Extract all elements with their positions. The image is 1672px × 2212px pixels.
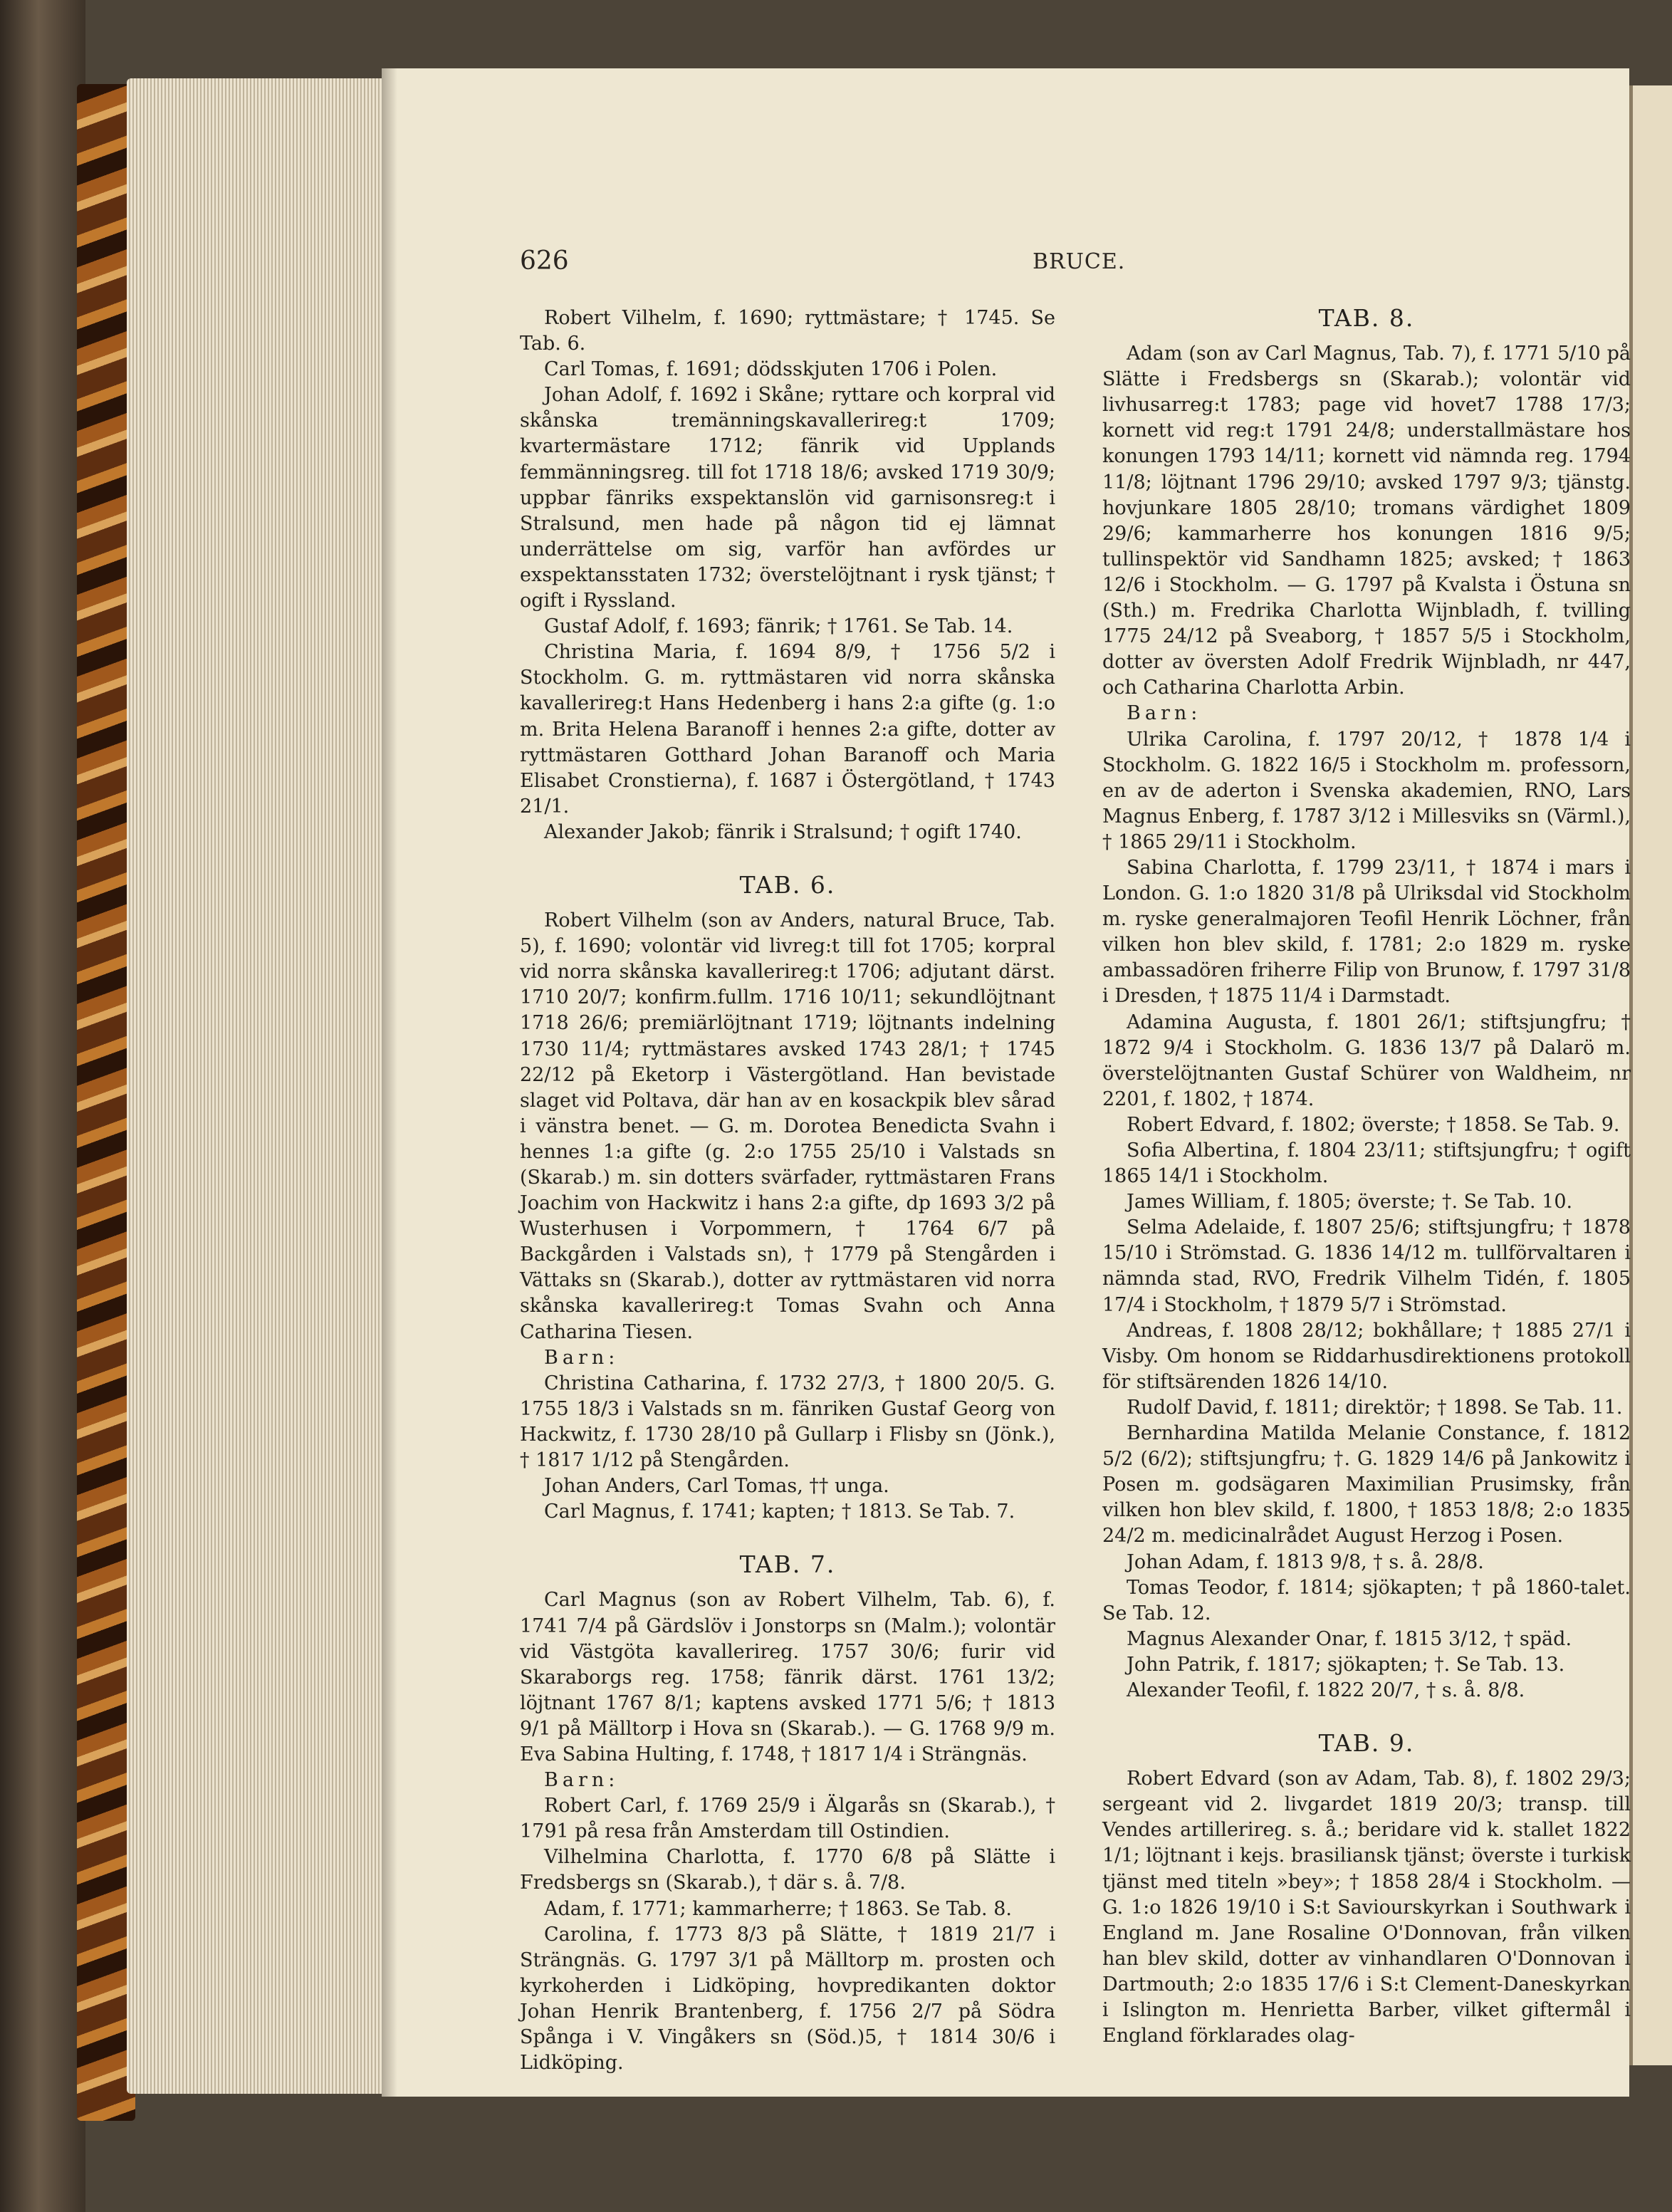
twin-johan-anders: Johan Anders, (544, 1475, 681, 1498)
tab8-child-sabina-charlotta: Sabina Charlotta, f. 1799 23/11, † 1874 i mars i London. G. 1:o 1820 31/8 på Ulriksdal vid Stockholm m. ryske generalmajoren Teofil Henrik Löchner, från vilken hon blev skild, f. 1781; 2:o 1829 m. ryske ambassadören friherre Filip von Brunow, f. 1797 31/8 i Dresden, † 1875 11/4 i Darmstadt. (1102, 856, 1631, 1008)
tab8-child-bernhardina: Bernhardina Matilda Melanie Constance, f. 1812 5/2 (6/2); stiftsjungfru; †. G. 1829 14/6 på Jankowitz i Posen m. godsägaren Maximilian Prusimsky, från vilken hon blev skild, f. 1800, † 1853 18/8; 2:o 1835 24/2 m. medicinalrådet August Herzog i Posen. (1102, 1422, 1631, 1548)
tab8-child-john-patrik: John Patrik, f. 1817; sjökapten; †. Se Tab. 13. (1127, 1653, 1565, 1676)
tab7-child-adam: Adam, f. 1771; kammarherre; † 1863. Se Tab. 8. (544, 1897, 1012, 1920)
tab8-child-magnus-alexander-onar: Magnus Alexander Onar, f. 1815 3/12, † späd. (1127, 1627, 1572, 1650)
left-column (520, 306, 1055, 2075)
page-edges (127, 78, 385, 2094)
book-binding (0, 0, 85, 2212)
tab7-child-robert-carl: Robert Carl, f. 1769 25/9 i Älgarås sn (Skarab.), † 1791 på resa från Amsterdam till Ostindien. (520, 1795, 1055, 1843)
tab8-child-tomas-teodor: Tomas Teodor, f. 1814; sjökapten; † på 1860-talet. Se Tab. 12. (1102, 1576, 1631, 1624)
right-column (1102, 304, 1631, 2047)
facing-page-edge (1629, 85, 1672, 2065)
tab6-twins (520, 1473, 1055, 1499)
tab8-child-selma-adelaide: Selma Adelaide, f. 1807 25/6; stiftsjungfru; † 1878 15/10 i Strömstad. G. 1836 14/12 m. tullförvaltaren i nämnda stad, RVO, Fredrik Vilhelm Tidén, f. 1805 17/4 i Stockholm, † 1879 5/7 i Strömstad. (1102, 1216, 1631, 1316)
tab8-child-andreas: Andreas, f. 1808 28/12; bokhållare; † 1885 27/1 i Visby. Om honom se Riddarhusdirektionens protokoll för stiftsärenden 1826 14/10. (1102, 1319, 1631, 1393)
tab7-heading: TAB. 7. (739, 1550, 836, 1579)
tab6-children-label: Barn: (544, 1346, 620, 1369)
book-page (382, 68, 1629, 2097)
tab8-child-alexander-teofil: Alexander Teofil, f. 1822 20/7, † s. å. 8/8. (1127, 1679, 1525, 1701)
entry-alexander-jakob: Alexander Jakob; fänrik i Stralsund; † ogift 1740. (544, 820, 1022, 843)
page-gutter-shadow (382, 68, 397, 2097)
tab8-child-johan-adam: Johan Adam, f. 1813 9/8, † s. å. 28/8. (1127, 1550, 1484, 1573)
tab8-children-label: Barn: (1127, 702, 1202, 725)
tab8-child-james-william: James William, f. 1805; överste; †. Se Tab. 10. (1127, 1191, 1573, 1214)
tab8-heading: TAB. 8. (1318, 304, 1415, 332)
tab8-child-ulrika-carolina: Ulrika Carolina, f. 1797 20/12, † 1878 1/4 i Stockholm. G. 1822 16/5 i Stockholm m. professorn, en av de aderton i Svenska akademien, RNO, Lars Magnus Enberg, f. 1787 3/12 i Millesviks sn (Värml.), † 1865 29/11 i Stockholm. (1102, 728, 1631, 853)
tab6-intro: Robert Vilhelm (son av Anders, natural Bruce, Tab. 5), f. 1690; volontär vid livreg:t till fot 1705; korpral vid norra skånska kavallerireg:t 1706; adjutant därst. 1710 20/7; konfirm.fullm. 1716 10/11; sekundlöjtnant 1718 26/6; premiärlöjtnant 1719; löjtnants indelning 1730 11/4; ryttmästares avsked 1743 28/1; † 1745 22/12 på Eketorp i Västergötland. Han bevistade slaget vid Poltava, där han av en kosackpik blev sårad i vänstra benet. — G. m. Dorotea Benedicta Svahn i hennes 1:a gifte (g. 2:o 1755 25/10 i Valstads sn (Skarab.) m. sin dotters svärfader, ryttmästaren Frans Joachim von Hackwitz i hans 2:a gifte, dp 1693 3/2 på Wusterhusen i Vorpommern, † 1764 6/7 på Backgården i Valstads sn), † 1779 på Stengården i Vättaks sn (Skarab.), dotter av ryttmästaren vid norra skånska kavallerireg:t Tomas Svahn och Anna Catharina Tiesen. (520, 909, 1055, 1343)
twins-note: †† unga. (809, 1475, 889, 1498)
tab8-child-robert-edvard: Robert Edvard, f. 1802; överste; † 1858. Se Tab. 9. (1127, 1113, 1620, 1136)
entry-christina-maria: Christina Maria, f. 1694 8/9, † 1756 5/2 i Stockholm. G. m. ryttmästaren vid norra skånska kavallerireg:t Hans Hedenberg i hans 2:a gifte (g. 1:o m. Brita Helena Baranoff i hennes 2:a gifte, dotter av ryttmästaren Gotthard Johan Baranoff och Maria Elisabet Cronstierna), f. 1687 i Östergötland, † 1743 21/1. (520, 641, 1055, 818)
tab7-child-vilhelmina-charlotta: Vilhelmina Charlotta, f. 1770 6/8 på Slätte i Fredsbergs sn (Skarab.), † där s. å. 7/8. (520, 1846, 1055, 1894)
tab8-child-rudolf-david: Rudolf David, f. 1811; direktör; † 1898. Se Tab. 11. (1127, 1396, 1623, 1419)
entry-gustaf-adolf: Gustaf Adolf, f. 1693; fänrik; † 1761. Se Tab. 14. (544, 615, 1013, 638)
tab6-child-carl-magnus: Carl Magnus, f. 1741; kapten; † 1813. Se Tab. 7. (544, 1501, 1015, 1523)
tab8-child-sofia-albertina: Sofia Albertina, f. 1804 23/11; stiftsjungfru; † ogift 1865 14/1 i Stockholm. (1102, 1139, 1631, 1188)
tab9-intro: Robert Edvard (son av Adam, Tab. 8), f. 1802 29/3; sergeant vid 2. livgardet 1819 20/3; transp. till Vendes artillerireg. s. å.; beridare vid k. stallet 1822 1/1; löjtnant i kejs. brasiliansk tjänst; överste i turkisk tjänst med titeln »bey»; † 1858 28/4 i Stockholm. — G. 1:o 1826 19/10 i S:t Saviourskyrkan i Southwark i England m. Jane Rosaline O'Donnovan, från vilken han blev skild, dotter av vinhandlaren O'Donnovan i Dartmouth; 2:o 1835 17/6 i S:t Clement-Daneskyrkan i Islington m. Henrietta Barber, vilket giftermål i England förklarades olag- (1102, 1768, 1631, 2047)
tab6-heading: TAB. 6. (739, 870, 836, 899)
tab7-children-label: Barn: (544, 1769, 620, 1792)
running-head: BRUCE. (1033, 249, 1126, 274)
tab7-intro: Carl Magnus (son av Robert Vilhelm, Tab. 6), f. 1741 7/4 på Gärdslöv i Jonstorps sn (Malm.); volontär vid Västgöta kavallerireg. 1757 30/6; furir vid Skaraborgs reg. 1758; fänrik därst. 1761 13/2; löjtnant 1767 8/1; kaptens avsked 1771 5/6; † 1813 9/1 på Mälltorp i Hova sn (Skarab.). — G. 1768 9/9 m. Eva Sabina Hulting, f. 1748, † 1817 1/4 i Strängnäs. (520, 1589, 1055, 1765)
entry-carl-tomas: Carl Tomas, f. 1691; dödsskjuten 1706 i Polen. (544, 358, 998, 381)
page-header (382, 246, 1629, 278)
entry-johan-adolf: Johan Adolf, f. 1692 i Skåne; ryttare och korpral vid skånska tremänningskavallerireg:t 1709; kvartermästare 1712; fänrik vid Upplands femmänningsreg. till fot 1718 18/6; avsked 1719 30/9; uppbar fänriks exspektanslön vid garnisonsreg:t i Stralsund, men hade på någon tid ej lämnat underrättelse om sig, varför han avfördes ur exspektansstaten 1732; överstelöjtnant i rysk tjänst; † ogift i Ryssland. (520, 384, 1055, 612)
tab9-heading: TAB. 9. (1318, 1729, 1415, 1758)
tab8-child-adamina-augusta: Adamina Augusta, f. 1801 26/1; stiftsjungfru; † 1872 9/4 i Stockholm. G. 1836 13/7 på Dalarö m. överstelöjtnanten Gustaf Schürer von Waldheim, nr 2201, f. 1802, † 1874. (1102, 1011, 1631, 1110)
tab7-child-carolina: Carolina, f. 1773 8/3 på Slätte, † 1819 21/7 i Strängnäs. G. 1797 3/1 på Mälltorp m. prosten och kyrkoherden i Lidköping, hovpredikanten doktor Johan Henrik Brantenberg, f. 1756 2/7 på Södra Spånga i V. Vingåkers sn (Söd.)5, † 1814 30/6 i Lidköping. (520, 1923, 1055, 2075)
tab6-child-christina-catharina: Christina Catharina, f. 1732 27/3, † 1800 20/5. G. 1755 18/3 i Valstads sn m. fänriken Gustaf Georg von Hackwitz, f. 1730 28/10 på Gullarp i Flisby sn (Jönk.), † 1817 1/12 på Stengården. (520, 1372, 1055, 1472)
page-number: 626 (520, 246, 569, 276)
tab8-intro: Adam (son av Carl Magnus, Tab. 7), f. 1771 5/10 på Slätte i Fredsbergs sn (Skarab.); volontär vid livhusarreg:t 1783; page vid hovet7 1788 17/3; kornett vid reg:t 1791 24/8; understallmästare hos konungen 1793 14/11; kornett vid nämnda reg. 1794 11/8; löjtnant 1796 29/10; avsked 1797 9/3; tjänstg. hovjunkare 1805 28/10; tromans värdighet 1809 29/6; kammarherre hos konungen 1816 9/5; tullinspektör vid Sandhamn 1825; avsked; † 1863 12/6 i Stockholm. — G. 1797 på Kvalsta i Östuna sn (Sth.) m. Fredrika Charlotta Wijnbladh, f. tvilling 1775 24/12 på Sveaborg, † 1857 5/5 i Stockholm, dotter av översten Adolf Fredrik Wijnbladh, nr 447, och Catharina Charlotta Arbin. (1102, 343, 1631, 699)
twin-carl-tomas: Carl Tomas, (686, 1475, 803, 1498)
entry-robert-vilhelm: Robert Vilhelm, f. 1690; ryttmästare; † 1745. Se Tab. 6. (520, 307, 1055, 355)
